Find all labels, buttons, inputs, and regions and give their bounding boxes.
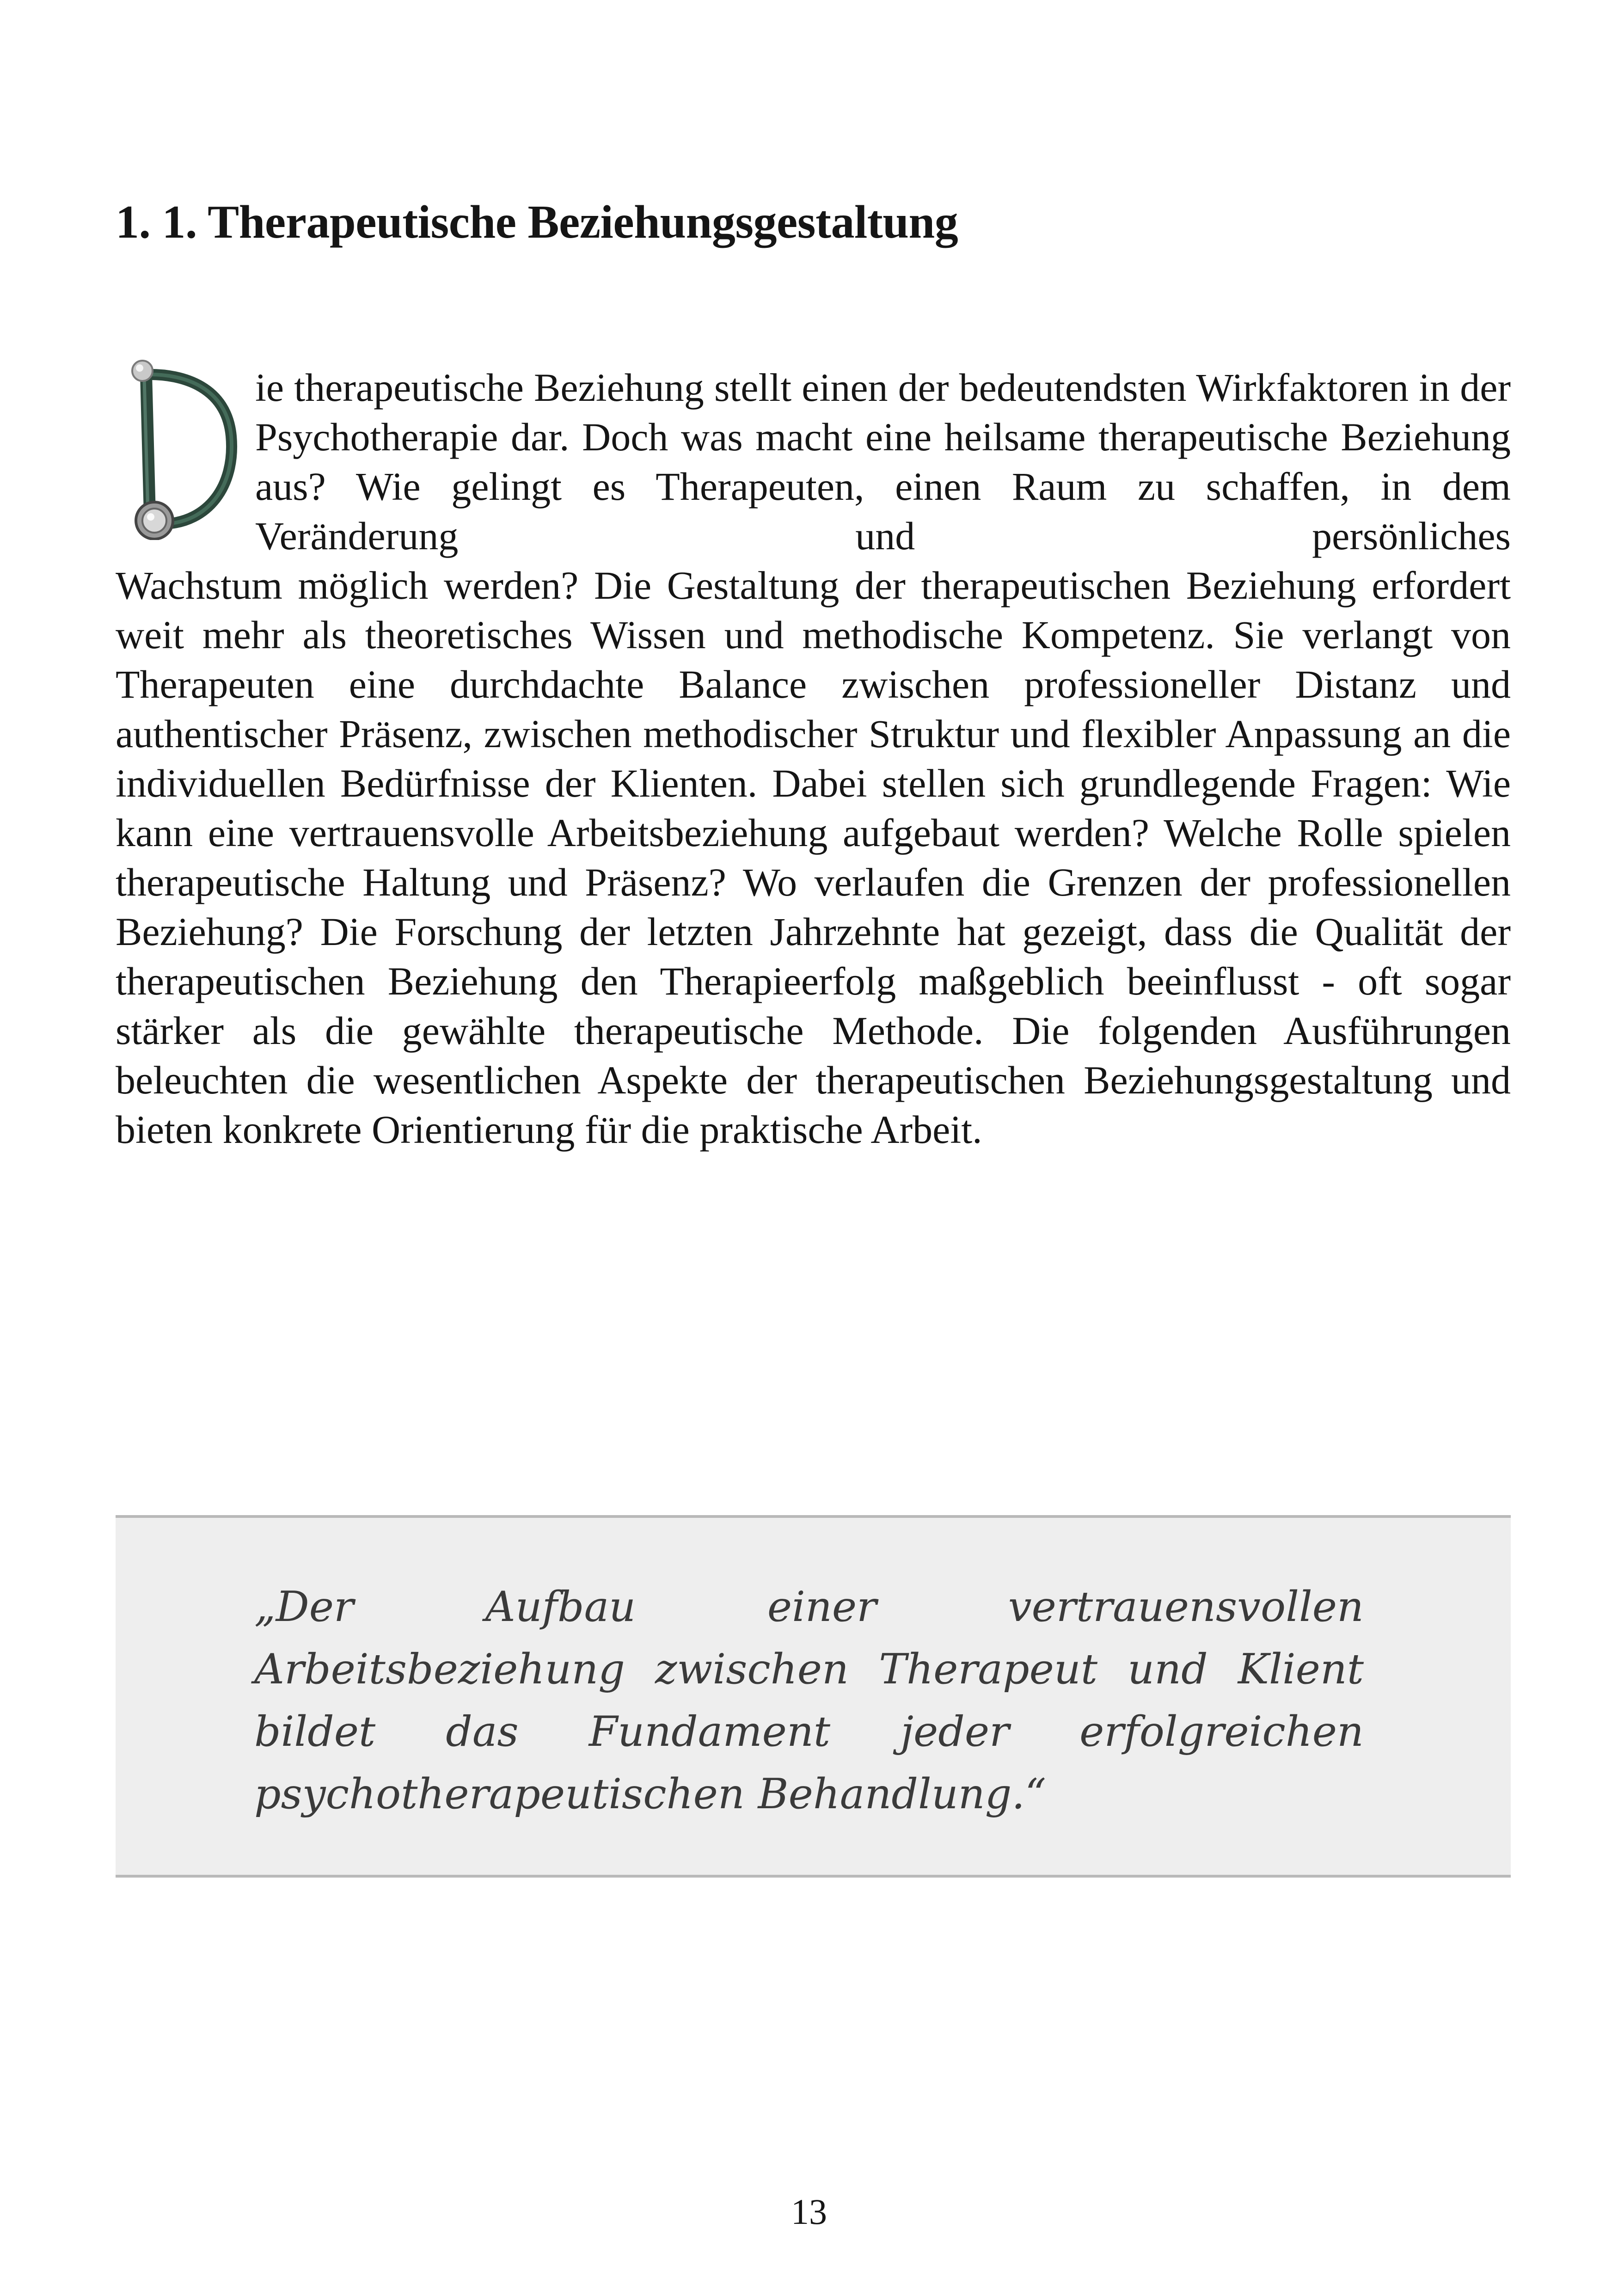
stethoscope-letter-d-icon: [110, 355, 249, 540]
intro-paragraph-indented: ie therapeutische Beziehung stellt einen der bedeutendsten Wirkfaktoren in der Psychotherapie dar. Doch was macht eine heilsame therapeutische Beziehung aus? Wie gelingt es Therapeuten, einen Raum zu schaffen, in dem Veränderung und persönliches: [255, 365, 1511, 558]
quote-text: „Der Aufbau einer vertrauensvollen Arbeitsbeziehung zwischen Therapeut und Klient bildet das Fundament jeder erfolgreichen psychotherapeutischen Behandlung.“: [254, 1583, 1364, 1818]
intro-paragraph: Wachstum möglich werden? Die Gestaltung der therapeutischen Beziehung erfordert weit mehr als theoretisches Wissen und methodische Kompetenz. Sie verlangt von Therapeuten eine durchdachte Balance zwischen professioneller Distanz und authentischer Präsenz, zwischen methodischer Struktur und flexibler Anpassung an die individuellen Bedürfnisse der Klienten. Dabei stellen sich grundlegende Fragen: Wie kann eine vertrauensvolle Arbeitsbeziehung aufgebaut werden? Welche Rolle spielen therapeutische Haltung und Präsenz? Wo verlaufen die Grenzen der professionellen Beziehung? Die Forschung der letzten Jahrzehnte hat gezeigt, dass die Qualität der therapeutischen Beziehung den Therapieerfolg maßgeblich beeinflusst - oft sogar stärker als die gewählte therapeutische Methode. Die folgenden Ausführungen beleuchten die wesentlichen Aspekte der therapeutischen Beziehungsgestaltung und bieten konkrete Orientierung für die praktische Arbeit.: [116, 563, 1511, 1152]
quote-box: [116, 1515, 1511, 1878]
page-number: 13: [791, 2192, 827, 2232]
section-heading: 1. 1. Therapeutische Beziehungsgestaltung: [116, 196, 958, 248]
